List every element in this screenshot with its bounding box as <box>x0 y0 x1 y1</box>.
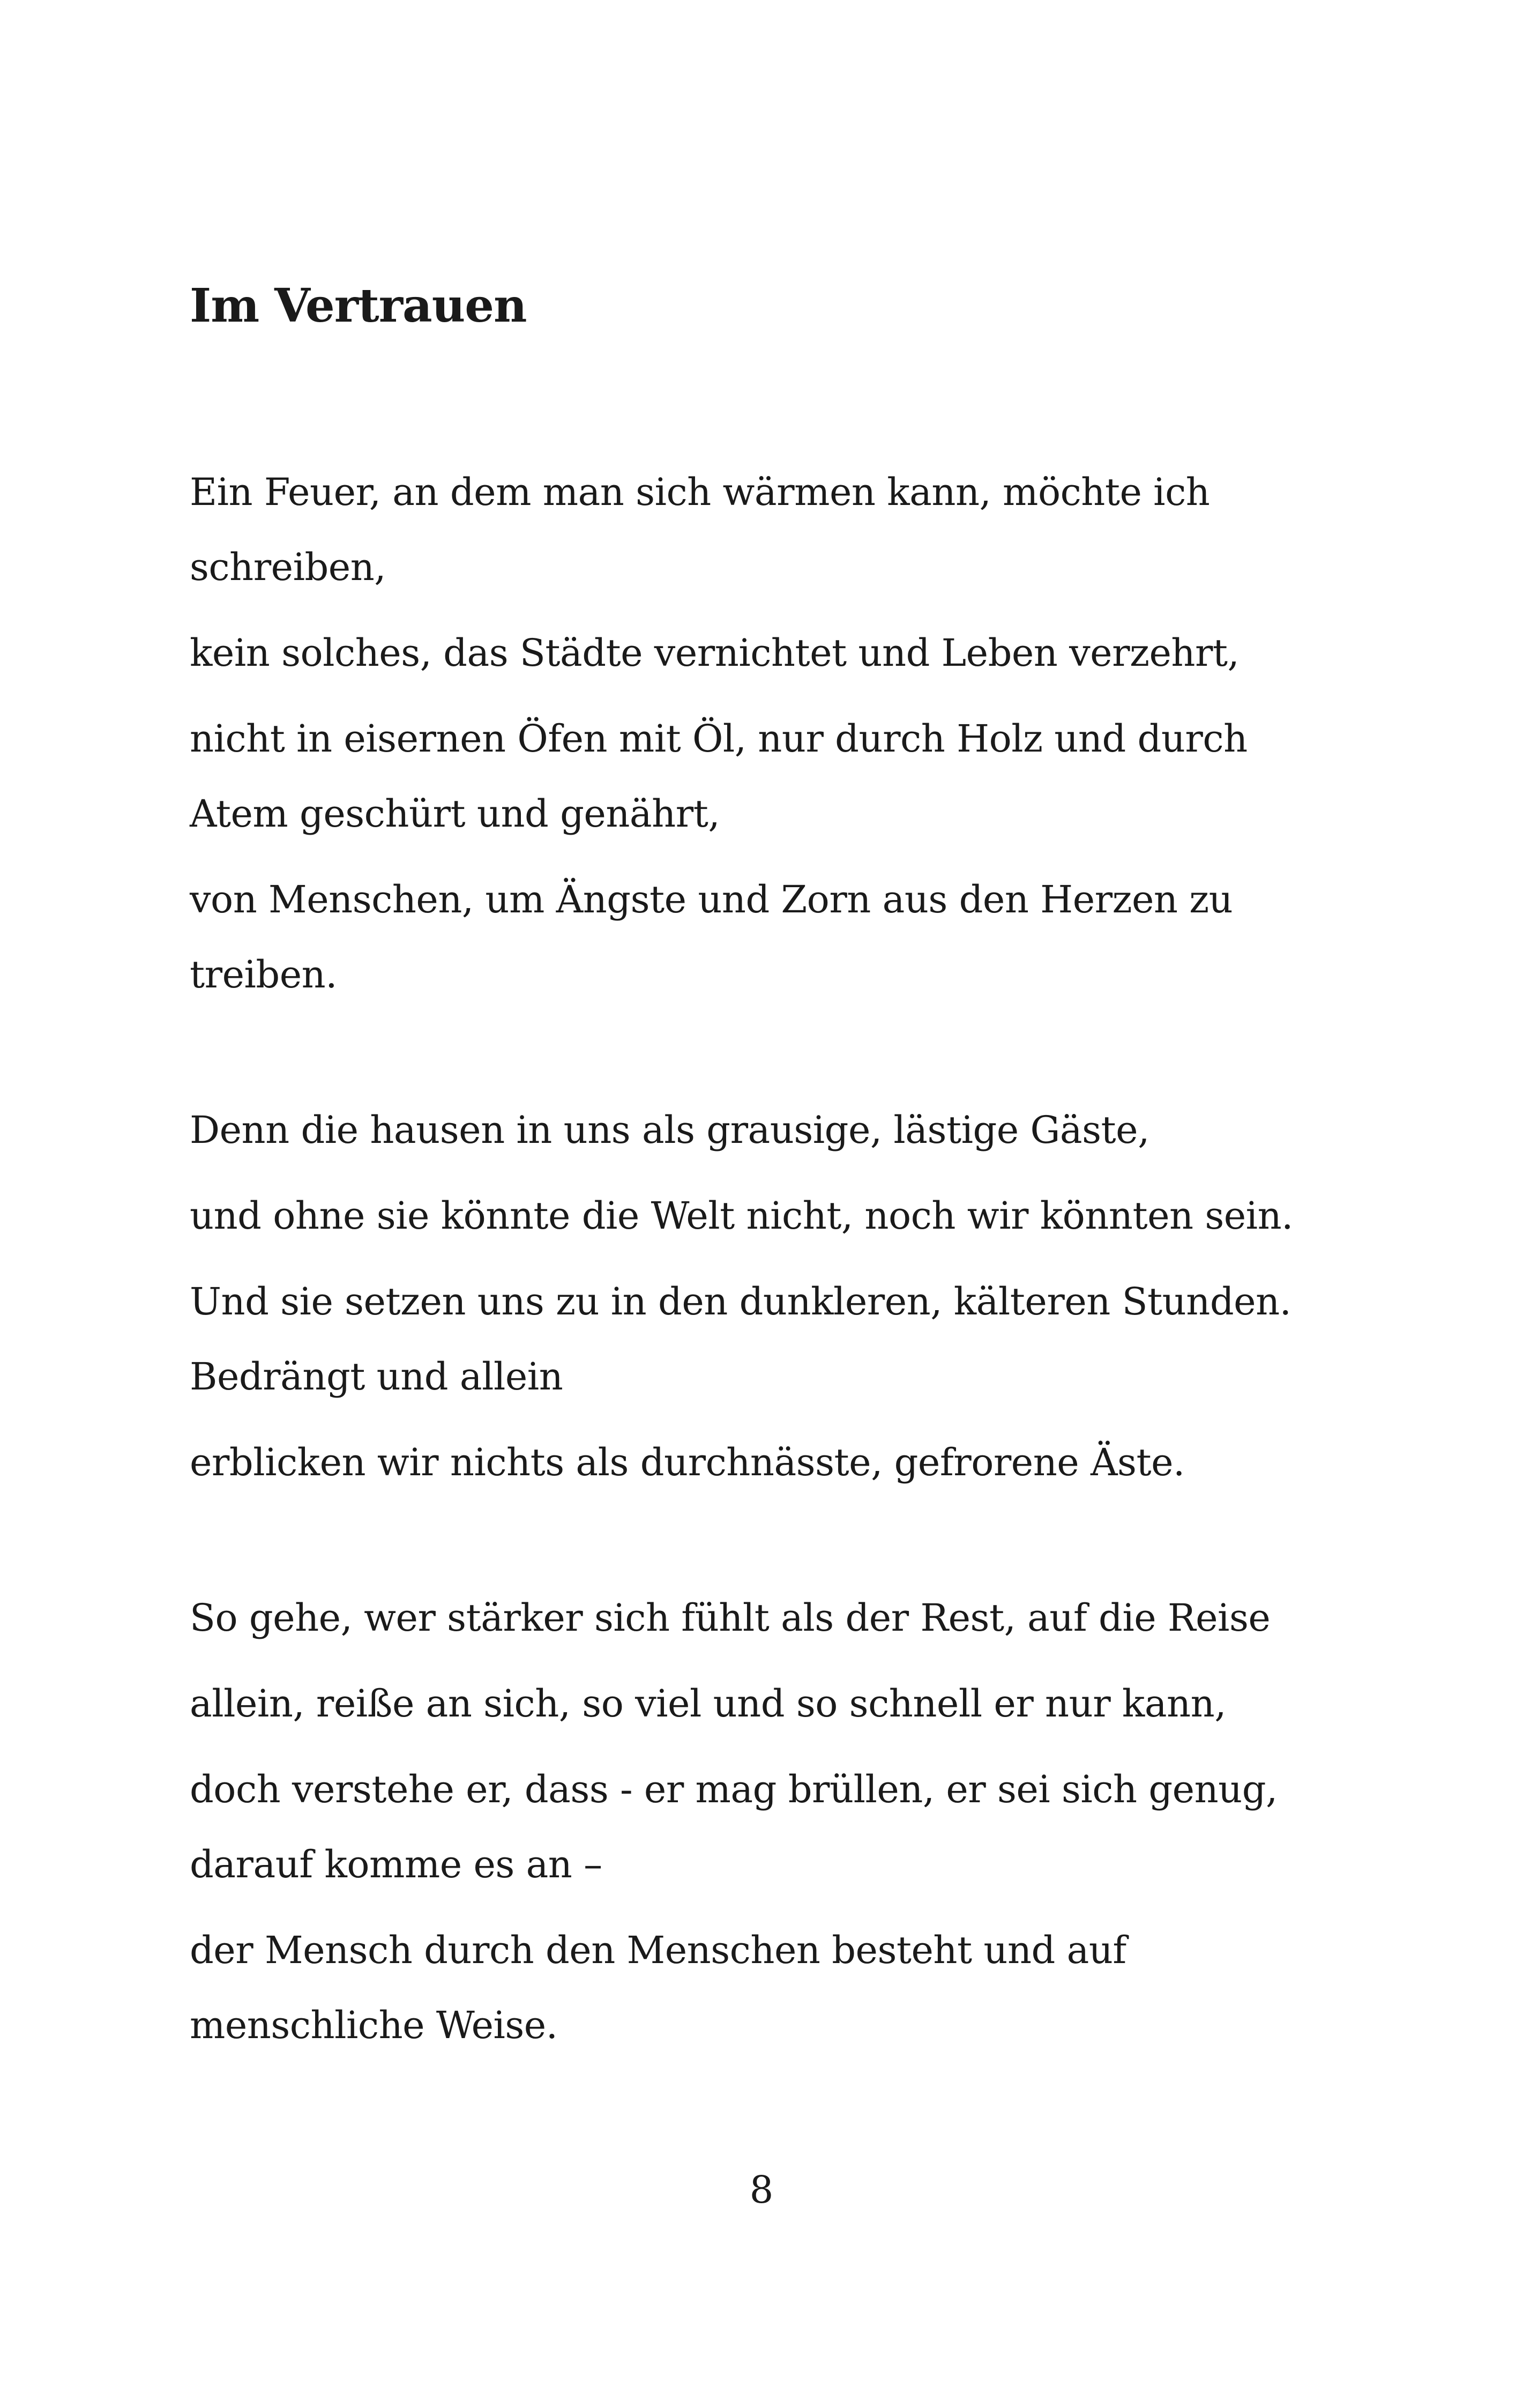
poem-line: doch verstehe er, dass - er mag brüllen, er sei sich genug, darauf komme es an – <box>190 1767 1278 1886</box>
poem-body <box>190 455 1347 2063</box>
stanza-3 <box>190 1580 1347 2063</box>
poem-title: Im Vertrauen <box>190 279 527 333</box>
poem-line: der Mensch durch den Menschen besteht und auf menschliche Weise. <box>190 1928 1126 2047</box>
poem-line: So gehe, wer stärker sich fühlt als der Rest, auf die Reise <box>190 1596 1271 1640</box>
stanza-1 <box>190 455 1347 1012</box>
poem-line: allein, reiße an sich, so viel und so schnell er nur kann, <box>190 1682 1226 1726</box>
poem-line: Und sie setzen uns zu in den dunkleren, kälteren Stunden. Bedrängt und allein <box>190 1280 1291 1399</box>
poem-line: Denn die hausen in uns als grausige, lästige Gäste, <box>190 1108 1149 1152</box>
poem-line: und ohne sie könnte die Welt nicht, noch wir könnten sein. <box>190 1194 1293 1238</box>
poem-line: nicht in eisernen Öfen mit Öl, nur durch Holz und durch Atem geschürt und genährt, <box>190 717 1248 836</box>
stanza-2 <box>190 1092 1347 1500</box>
poem-line: von Menschen, um Ängste und Zorn aus den Herzen zu treiben. <box>190 878 1233 997</box>
poem-line: Ein Feuer, an dem man sich wärmen kann, möchte ich schreiben, <box>190 470 1210 589</box>
page-number: 8 <box>749 2168 774 2212</box>
poem-line: erblicken wir nichts als durchnässte, gefrorene Äste. <box>190 1440 1185 1484</box>
poem-line: kein solches, das Städte vernichtet und Leben verzehrt, <box>190 631 1240 675</box>
